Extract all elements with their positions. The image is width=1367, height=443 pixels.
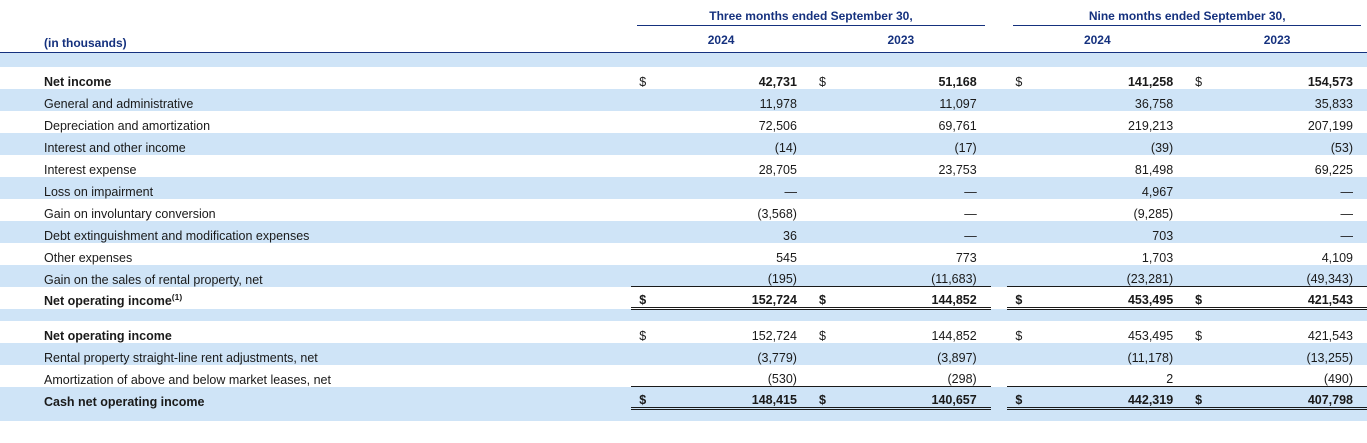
currency-blank <box>1187 155 1218 177</box>
currency-symbol: $ <box>631 387 662 409</box>
row-value: 4,967 <box>1141 184 1174 199</box>
year-header-ytd-2024: 2024 <box>1083 33 1111 47</box>
subtotal-value: 144,852 <box>842 287 990 309</box>
group-header-three-months <box>631 6 990 28</box>
header-spacer-cell <box>0 6 631 28</box>
currency-symbol: $ <box>811 287 842 309</box>
subtotal-label: Cash net operating income <box>44 394 205 409</box>
currency-blank <box>811 265 842 287</box>
row-label: Amortization of above and below market leases, net <box>44 372 331 387</box>
table-row <box>0 133 1367 155</box>
subtotal-label-cell <box>0 287 631 309</box>
row-value: — <box>784 184 797 199</box>
row-value: — <box>964 184 977 199</box>
row-value: 219,213 <box>1127 118 1174 133</box>
currency-blank <box>1007 89 1038 111</box>
currency-blank <box>631 199 662 221</box>
band-spacer-top-cell <box>0 53 1367 67</box>
row-value: (23,281) <box>1126 272 1174 286</box>
currency-blank <box>811 343 842 365</box>
row-value: (13,255) <box>1306 350 1353 365</box>
subtotal-label: Net operating income <box>44 294 172 309</box>
row-label: Interest expense <box>44 162 137 177</box>
row-value: (490) <box>1323 372 1353 386</box>
currency-blank <box>1187 177 1218 199</box>
year-header-q3-2023: 2023 <box>887 33 915 47</box>
currency-blank <box>1007 265 1038 287</box>
row-value: (17) <box>954 140 977 155</box>
currency-blank <box>631 111 662 133</box>
currency-blank <box>631 177 662 199</box>
row-value: 152,724 <box>751 328 797 343</box>
row-value: (3,568) <box>757 206 797 221</box>
row-label: Net income <box>44 74 112 89</box>
column-gap <box>991 243 1008 265</box>
row-value: 703 <box>1152 228 1174 243</box>
currency-blank <box>631 243 662 265</box>
row-value: — <box>964 228 977 243</box>
row-value: (298) <box>947 372 977 386</box>
currency-blank <box>631 89 662 111</box>
band-spacer-mid <box>0 309 1367 321</box>
year-header-ytd-2023: 2023 <box>1263 33 1291 47</box>
row-value: 11,978 <box>759 96 797 111</box>
currency-blank <box>1007 365 1038 387</box>
currency-blank <box>1007 243 1038 265</box>
currency-blank <box>1187 133 1218 155</box>
group-header-nine-months <box>1007 6 1367 28</box>
row-label: Gain on the sales of rental property, net <box>44 272 263 287</box>
currency-blank <box>631 155 662 177</box>
currency-blank <box>1007 221 1038 243</box>
table-row <box>0 67 1367 89</box>
currency-blank <box>1007 199 1038 221</box>
row-value: 207,199 <box>1307 118 1353 133</box>
table-row <box>0 343 1367 365</box>
currency-blank <box>811 199 842 221</box>
currency-blank <box>811 155 842 177</box>
column-gap <box>991 67 1008 89</box>
row-value: (11,683) <box>931 272 977 286</box>
subtotal-value: 140,657 <box>842 387 990 409</box>
row-value: (49,343) <box>1306 272 1353 286</box>
table-row <box>0 365 1367 387</box>
row-value: (14) <box>774 140 797 155</box>
year-header-q3-2024: 2024 <box>707 33 735 47</box>
currency-blank <box>1187 199 1218 221</box>
row-label: Gain on involuntary conversion <box>44 206 216 221</box>
units-label: (in thousands) <box>44 36 127 50</box>
table-row <box>0 177 1367 199</box>
currency-symbol: $ <box>818 74 826 89</box>
currency-blank <box>631 343 662 365</box>
row-value: — <box>964 206 977 221</box>
subtotal-value: 152,724 <box>663 287 811 309</box>
currency-symbol: $ <box>1015 328 1023 343</box>
row-value: (53) <box>1330 140 1353 155</box>
currency-blank <box>631 221 662 243</box>
row-value: 1,703 <box>1141 250 1174 265</box>
row-label: Rental property straight-line rent adjustments, net <box>44 350 318 365</box>
table-group-header-row <box>0 6 1367 28</box>
currency-blank <box>1187 343 1218 365</box>
row-value: 72,506 <box>758 118 797 133</box>
table-year-header-row <box>0 28 1367 50</box>
row-value: 36 <box>783 228 797 243</box>
currency-symbol: $ <box>811 387 842 409</box>
currency-blank <box>811 133 842 155</box>
row-value: 4,109 <box>1321 250 1353 265</box>
currency-blank <box>811 177 842 199</box>
row-value: 36,758 <box>1134 96 1174 111</box>
row-value: — <box>1340 206 1353 221</box>
table-row <box>0 199 1367 221</box>
currency-blank <box>811 365 842 387</box>
column-gap <box>991 387 1008 409</box>
table-row <box>0 265 1367 287</box>
band-spacer-bottom-cell <box>0 409 1367 421</box>
year-gap-cell <box>991 28 1008 50</box>
footnote-marker: (1) <box>171 292 183 303</box>
row-value: 69,761 <box>938 118 977 133</box>
table-row <box>0 111 1367 133</box>
column-gap <box>991 365 1008 387</box>
column-gap <box>991 155 1008 177</box>
row-label: Debt extinguishment and modification expenses <box>44 228 310 243</box>
currency-symbol: $ <box>639 74 647 89</box>
row-value: 453,495 <box>1127 328 1174 343</box>
row-value: 141,258 <box>1127 74 1174 89</box>
column-gap <box>991 321 1008 343</box>
currency-symbol: $ <box>1195 74 1203 89</box>
subtotal-value: 442,319 <box>1039 387 1187 409</box>
row-value: 42,731 <box>758 74 797 89</box>
band-spacer-bottom <box>0 409 1367 421</box>
currency-blank <box>631 365 662 387</box>
currency-symbol: $ <box>1007 287 1038 309</box>
currency-blank <box>1187 221 1218 243</box>
column-gap <box>991 199 1008 221</box>
table-row <box>0 321 1367 343</box>
column-gap <box>991 287 1008 309</box>
row-value: 11,097 <box>939 96 977 111</box>
currency-blank <box>1187 243 1218 265</box>
currency-blank <box>811 89 842 111</box>
row-value: (3,897) <box>937 350 977 365</box>
group-header-nine-months-label: Nine months ended September 30, <box>1013 9 1361 26</box>
row-value: (530) <box>767 372 797 386</box>
column-gap <box>991 177 1008 199</box>
subtotal-value: 421,543 <box>1219 287 1367 309</box>
row-value: 144,852 <box>931 328 977 343</box>
row-value: (9,285) <box>1133 206 1174 221</box>
currency-blank <box>811 221 842 243</box>
currency-symbol: $ <box>1007 387 1038 409</box>
currency-blank <box>811 111 842 133</box>
currency-blank <box>1187 265 1218 287</box>
currency-blank <box>1007 111 1038 133</box>
currency-blank <box>1007 177 1038 199</box>
currency-symbol: $ <box>1187 387 1218 409</box>
subtotal-row-cash-net-operating-income <box>0 387 1367 409</box>
currency-blank <box>631 133 662 155</box>
currency-symbol: $ <box>818 328 826 343</box>
group-header-three-months-label: Three months ended September 30, <box>637 9 984 26</box>
currency-blank <box>1007 133 1038 155</box>
row-value: 23,753 <box>938 162 977 177</box>
currency-symbol: $ <box>1015 74 1023 89</box>
band-spacer-mid-cell <box>0 309 1367 321</box>
row-value: 35,833 <box>1314 96 1353 111</box>
row-value: 773 <box>955 250 977 265</box>
row-label: Interest and other income <box>44 140 186 155</box>
row-value: (39) <box>1150 140 1174 155</box>
currency-symbol: $ <box>631 287 662 309</box>
column-gap <box>991 111 1008 133</box>
subtotal-value: 148,415 <box>663 387 811 409</box>
currency-blank <box>631 265 662 287</box>
currency-blank <box>1187 111 1218 133</box>
row-value: 69,225 <box>1314 162 1353 177</box>
row-value: (3,779) <box>757 350 797 365</box>
row-value: 421,543 <box>1307 328 1353 343</box>
row-value: 51,168 <box>938 74 977 89</box>
column-gap <box>991 343 1008 365</box>
table-row <box>0 243 1367 265</box>
table-row <box>0 221 1367 243</box>
currency-blank <box>1007 343 1038 365</box>
row-value: 2 <box>1166 372 1174 386</box>
row-label: Other expenses <box>44 250 133 265</box>
column-gap <box>991 221 1008 243</box>
currency-symbol: $ <box>639 328 647 343</box>
currency-blank <box>1187 365 1218 387</box>
row-value: 154,573 <box>1307 74 1353 89</box>
row-value: 81,498 <box>1134 162 1174 177</box>
band-spacer-top <box>0 53 1367 67</box>
column-gap <box>991 133 1008 155</box>
row-label: Net operating income <box>44 328 172 343</box>
subtotal-row-net-operating-income <box>0 287 1367 309</box>
row-value: — <box>1340 228 1353 243</box>
non-gaap-reconciliation-table <box>0 6 1367 421</box>
subtotal-value: 453,495 <box>1039 287 1187 309</box>
currency-blank <box>811 243 842 265</box>
column-gap <box>991 265 1008 287</box>
row-value: — <box>1340 184 1353 199</box>
row-label: Depreciation and amortization <box>44 118 211 133</box>
header-gap-cell <box>991 6 1008 28</box>
row-label: Loss on impairment <box>44 184 154 199</box>
row-value: 545 <box>776 250 797 265</box>
row-value: (195) <box>767 272 797 286</box>
row-value: (11,178) <box>1127 350 1174 365</box>
row-value: 28,705 <box>758 162 797 177</box>
currency-blank <box>1187 89 1218 111</box>
currency-blank <box>1007 155 1038 177</box>
subtotal-value: 407,798 <box>1219 387 1367 409</box>
table-row <box>0 89 1367 111</box>
table-row <box>0 155 1367 177</box>
column-gap <box>991 89 1008 111</box>
row-label: General and administrative <box>44 96 194 111</box>
currency-symbol: $ <box>1195 328 1203 343</box>
currency-symbol: $ <box>1187 287 1218 309</box>
